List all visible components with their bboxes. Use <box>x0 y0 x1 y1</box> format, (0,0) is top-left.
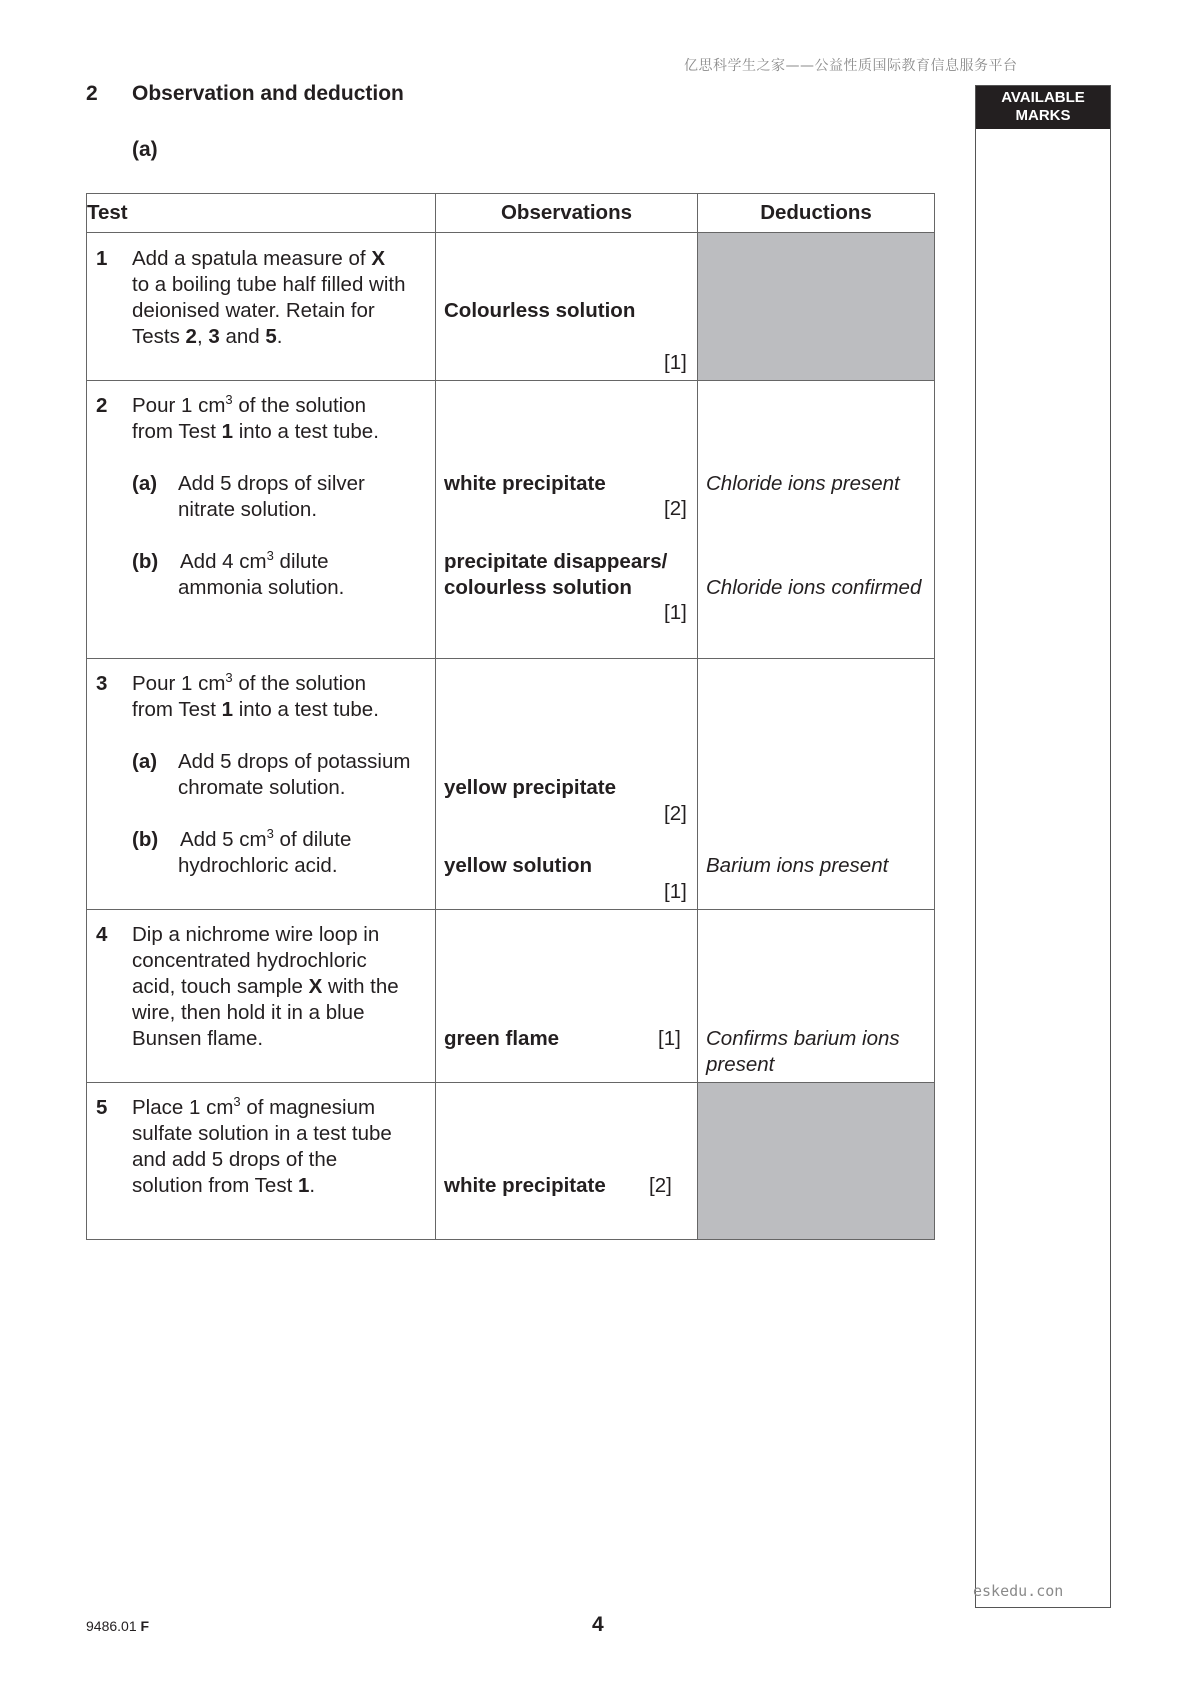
text-span: 1 <box>221 698 234 721</box>
test-number: 3 <box>96 672 108 695</box>
observation-table <box>86 193 935 1240</box>
test-text-line: chromate solution. <box>178 776 346 799</box>
deduction-cell-shaded <box>698 1083 935 1240</box>
observation-text: yellow solution <box>444 854 593 877</box>
table-row <box>87 233 935 381</box>
text-span: Add a spatula measure of <box>132 247 372 270</box>
test-text-line <box>132 1174 315 1198</box>
test-text-line: Add 5 drops of potassium <box>178 750 411 773</box>
marks-header-line2: MARKS <box>1015 107 1071 124</box>
text-span: into a test tube. <box>233 698 379 721</box>
text-span: of the solution <box>232 394 366 417</box>
page-number: 4 <box>592 1613 604 1636</box>
test-text-line: Add 5 drops of silver <box>178 472 365 495</box>
superscript: 3 <box>266 548 274 563</box>
observation-cell-4 <box>436 910 698 1083</box>
test-cell-2 <box>87 381 436 659</box>
mark-label: [1] <box>664 880 687 903</box>
table-header-row <box>87 194 935 233</box>
text-span: . <box>309 1174 316 1197</box>
text-span: solution from Test <box>132 1174 298 1197</box>
test-text-line: and add 5 drops of the <box>132 1148 338 1171</box>
subpart-label: (a) <box>132 750 158 773</box>
test-text-line <box>132 1096 375 1120</box>
observation-text: colourless solution <box>444 576 632 599</box>
text-span: Add 5 cm <box>180 828 267 851</box>
test-text-line <box>180 550 329 574</box>
observation-text: white precipitate <box>444 1174 606 1197</box>
subpart-label: (a) <box>132 472 158 495</box>
test-text-line <box>132 325 282 349</box>
test-text-line <box>132 247 385 271</box>
test-text-line: hydrochloric acid. <box>178 854 338 877</box>
table-row <box>87 1083 935 1240</box>
deduction-cell-shaded <box>698 233 935 381</box>
mark-label: [1] <box>664 351 687 374</box>
test-text-line <box>132 394 366 418</box>
observation-cell-3 <box>436 659 698 910</box>
table-row <box>87 659 935 910</box>
available-marks-header <box>976 86 1110 129</box>
test-number: 2 <box>96 394 108 417</box>
test-text-line <box>132 698 379 722</box>
superscript: 3 <box>233 1094 241 1109</box>
deduction-cell-3 <box>698 659 935 910</box>
text-span: . <box>276 325 283 348</box>
available-marks-column <box>975 85 1111 1608</box>
test-text-line: sulfate solution in a test tube <box>132 1122 392 1145</box>
text-span: Pour 1 cm <box>132 394 226 417</box>
observation-cell-5 <box>436 1083 698 1240</box>
observation-cell-2 <box>436 381 698 659</box>
header-deductions: Deductions <box>698 194 935 233</box>
table-row <box>87 910 935 1083</box>
deduction-cell-2 <box>698 381 935 659</box>
table-row <box>87 381 935 659</box>
test-number: 5 <box>96 1096 108 1119</box>
subpart-label: (b) <box>132 828 159 851</box>
paper-code-suffix: F <box>140 1618 150 1634</box>
superscript: 3 <box>266 826 274 841</box>
header-observations: Observations <box>436 194 698 233</box>
mark-label: [2] <box>649 1174 672 1197</box>
test-cell-5 <box>87 1083 436 1240</box>
observation-text: green flame <box>444 1027 560 1050</box>
paper-code <box>86 1618 149 1634</box>
observation-text: Colourless solution <box>444 299 636 322</box>
subpart-label: (b) <box>132 550 159 573</box>
test-text-line <box>132 420 379 444</box>
mark-label: [1] <box>664 601 687 624</box>
text-span: , <box>196 325 209 348</box>
deduction-text: Confirms barium ions <box>706 1027 900 1050</box>
watermark-header: 亿思科学生之家——公益性质国际教育信息服务平台 <box>684 58 1018 74</box>
test-text-line: Dip a nichrome wire loop in <box>132 923 380 946</box>
test-text-line <box>132 975 399 999</box>
observation-text: yellow precipitate <box>444 776 617 799</box>
watermark-footer: eskedu.con <box>973 1582 1064 1600</box>
test-text-line: deionised water. Retain for <box>132 299 375 322</box>
superscript: 3 <box>225 392 233 407</box>
text-span: Add 4 cm <box>180 550 267 573</box>
observation-cell-1 <box>436 233 698 381</box>
test-cell-3 <box>87 659 436 910</box>
deduction-text: Chloride ions present <box>706 472 900 495</box>
text-span: from Test <box>132 698 222 721</box>
test-text-line <box>132 672 366 696</box>
mark-label: [2] <box>664 497 687 520</box>
mark-label: [2] <box>664 802 687 825</box>
marks-header-line1: AVAILABLE <box>1001 89 1085 106</box>
sample-x: X <box>308 975 323 998</box>
question-number: 2 <box>86 82 98 105</box>
sample-x: X <box>371 247 386 270</box>
question-title: Observation and deduction <box>132 82 404 105</box>
test-text-line: nitrate solution. <box>178 498 318 521</box>
test-text-line: wire, then hold it in a blue <box>132 1001 365 1024</box>
test-text-line: concentrated hydrochloric <box>132 949 367 972</box>
test-cell-4 <box>87 910 436 1083</box>
text-span: and <box>219 325 266 348</box>
mark-label: [1] <box>658 1027 681 1050</box>
part-label: (a) <box>132 138 158 161</box>
text-span: dilute <box>273 550 329 573</box>
text-span: acid, touch sample <box>132 975 309 998</box>
text-span: of dilute <box>273 828 352 851</box>
deduction-text: Barium ions present <box>706 854 889 877</box>
text-span: into a test tube. <box>233 420 379 443</box>
text-span: Place 1 cm <box>132 1096 234 1119</box>
deduction-text: Chloride ions confirmed <box>706 576 922 599</box>
test-cell-1 <box>87 233 436 381</box>
paper-code-number: 9486.01 <box>86 1618 141 1634</box>
superscript: 3 <box>225 670 233 685</box>
header-test: Test <box>87 194 436 233</box>
text-span: of the solution <box>232 672 366 695</box>
text-span: 5 <box>265 325 277 348</box>
test-text-line: to a boiling tube half filled with <box>132 273 406 296</box>
test-number: 4 <box>96 923 108 946</box>
deduction-text: present <box>706 1053 775 1076</box>
text-span: 1 <box>297 1174 310 1197</box>
test-text-line: Bunsen flame. <box>132 1027 264 1050</box>
text-span: of magnesium <box>240 1096 376 1119</box>
text-span: 1 <box>221 420 234 443</box>
observation-text: precipitate disappears/ <box>444 550 668 573</box>
observation-text: white precipitate <box>444 472 606 495</box>
deduction-cell-4 <box>698 910 935 1083</box>
text-span: 2 <box>185 325 197 348</box>
text-span: with the <box>322 975 399 998</box>
text-span: from Test <box>132 420 222 443</box>
test-text-line <box>180 828 351 852</box>
test-number: 1 <box>96 247 108 270</box>
text-span: 3 <box>208 325 220 348</box>
text-span: Tests <box>132 325 186 348</box>
test-text-line: ammonia solution. <box>178 576 345 599</box>
text-span: Pour 1 cm <box>132 672 226 695</box>
